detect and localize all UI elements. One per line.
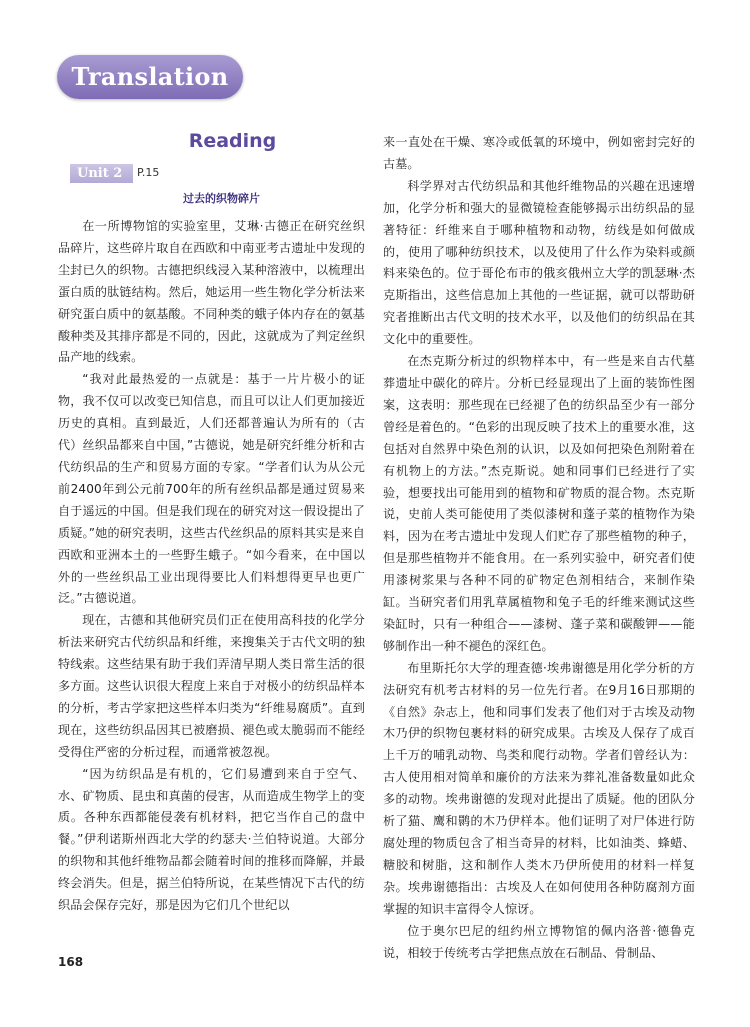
paragraph: 在杰克斯分析过的织物样本中，有一些是来自古代墓葬遗址中碳化的碎片。分析已经显现出了上面的装饰性图案，这表明：那些现在已经褪了色的纺织品至少有一部分曾经是着色的。“色彩的出现反映了技术上的重要水准，这包括对自然界中染色剂的认识，以及如何把染色剂附着在有机物上的方法。”杰克斯说。她和同事们已经进行了实验，想要找出可能用到的植物和矿物质的混合物。杰克斯说，史前人类可能使用了类似漆树和蓬子菜的植物作为染料，因为在考古遗址中发现人们贮存了那些植物的种子，但是那些植物并不能食用。在一系列实验中，研究者们使用漆树浆果与各种不同的矿物定色剂相结合，来制作染缸。当研究者们用乳草属植物和兔子毛的纤维来测试这些染缸时，只有一种组合——漆树、蓬子菜和碳酸钾——能够制作出一种不褪色的深红色。	[383, 354, 695, 653]
unit-tag: Unit 2	[70, 164, 133, 183]
paragraph: 布里斯托尔大学的理查德·埃弗谢德是用化学分析的方法研究有机考古材料的另一位先行者。在9月16日那期的《自然》杂志上，他和同事们发表了他们对于古埃及动物木乃伊的织物包裹材料的研究成果。古埃及人保存了成百上千万的哺乳动物、鸟类和爬行动物。学者们曾经认为：古人使用相对简单和廉价的方法来为葬礼准备数量如此众多的动物。埃弗谢德的发现对此提出了质疑。他的团队分析了猫、鹰和鹮的木乃伊样本。他们证明了对尸体进行防腐处理的物质包含了相当奇异的材料，比如油类、蜂蜡、糖胶和树脂，这和制作人类木乃伊所使用的材料一样复杂。埃弗谢德指出：古埃及人在如何使用各种防腐剂方面掌握的知识丰富得令人惊讶。	[383, 660, 695, 916]
page-number: 168	[58, 955, 84, 969]
paragraph: 在一所博物馆的实验室里，艾琳·古德正在研究丝织品碎片，这些碎片取自在西欧和中南亚考古遗址中发现的尘封已久的织物。古德把织线浸入某种溶液中，以梳理出蛋白质的肽链结构。然后，她运用一些生物化学分析法来研究蛋白质中的氨基酸。不同种类的蛾子体内存在的氨基酸种类及其排序都是不同的，因此，这就成为了判定丝织品产地的线索。	[58, 219, 365, 365]
page-reference: P.15	[137, 166, 160, 179]
paragraph: 现在，古德和其他研究员们正在使用高科技的化学分析法来研究古代纺织品和纤维，来搜集关于古代文明的独特线索。这些结果有助于我们弄清早期人类日常生活的很多方面。这些认识很大程度上来自于对极小的纺织品样本的分析，考古学家把这些样本归类为“纤维易腐质”。直到现在，这些纺织品因其已被磨损、褪色或太脆弱而不能经受得住严密的分析过程，而通常被忽视。	[58, 613, 365, 759]
paragraph: “我对此最热爱的一点就是：基于一片片极小的证物，我不仅可以改变已知信息，而且可以让人们更加接近历史的真相。直到最近，人们还都普遍认为所有的（古代）丝织品都来自中国，”古德说，她是研究纤维分析和古代纺织品的生产和贸易方面的专家。“学者们认为从公元前2400年到公元前700年的所有丝织品都是通过贸易来自于遥远的中国。但是我们现在的研究对这一假设提出了质疑。”她的研究表明，这些古代丝织品的原料其实是来自西欧和亚洲本土的一些野生蛾子。“如今看来，在中国以外的一些丝织品工业出现得要比人们料想得更早也更广泛。”古德说道。	[58, 372, 365, 606]
left-column	[58, 125, 365, 917]
paragraph: 科学界对古代纺织品和其他纤维物品的兴趣在迅速增加，化学分析和强大的显微镜检查能够揭示出纺织品的显著特征：纤维来自于哪种植物和动物，纺线是如何做成的，使用了哪种纺织技术，以及使用了什么作为染料或颜料来染色的。位于哥伦布市的俄亥俄州立大学的凯瑟琳·杰克斯指出，这些信息加上其他的一些证据，就可以帮助研究者推断出古代文明的技术水平，以及他们的纺织品在其文化中的重要性。	[383, 178, 695, 347]
right-column	[383, 132, 695, 964]
paragraph: “因为纺织品是有机的，它们易遭到来自于空气、水、矿物质、昆虫和真菌的侵害，从而造成生物学上的变质。各种东西都能侵袭有机材料，把它当作自己的盘中餐。”伊利诺斯州西北大学的约瑟夫·兰伯特说道。大部分的织物和其他纤维物品都会随着时间的推移而降解，并最终会消失。但是，据兰伯特所说，在某些情况下古代的纺织品会保存完好，那是因为它们几个世纪以	[58, 766, 365, 913]
unit-row	[58, 164, 365, 186]
paragraph: 位于奥尔巴尼的纽约州立博物馆的佩内洛普·德鲁克说，相较于传统考古学把焦点放在石制品、骨制品、	[383, 923, 695, 960]
reading-heading: Reading	[188, 130, 277, 152]
section-banner	[57, 55, 243, 99]
banner-title: Translation	[71, 62, 229, 91]
paragraph-continued: 来一直处在干燥、寒冷或低氧的环境中，例如密封完好的古墓。	[383, 135, 695, 171]
article-title: 过去的织物碎片	[183, 192, 260, 205]
